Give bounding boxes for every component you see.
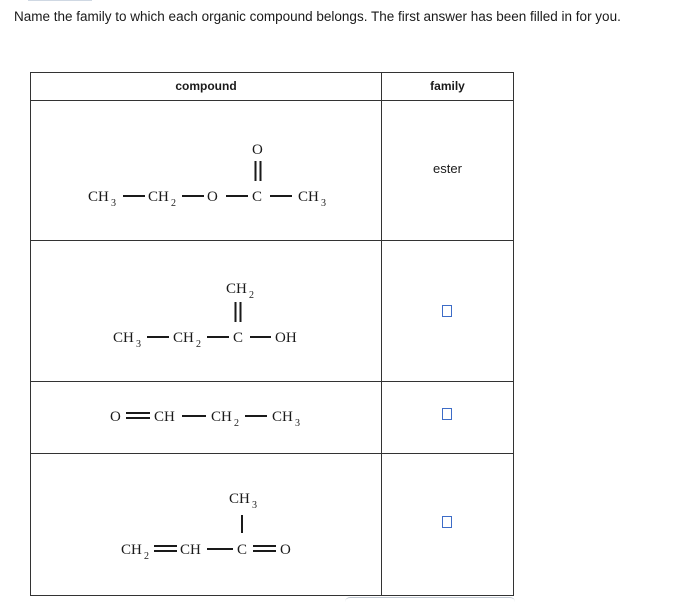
s2-ch3: CH	[113, 330, 134, 346]
s1-carbon: C	[252, 189, 263, 205]
scroll-indicator[interactable]	[345, 597, 515, 602]
s4-oxygen: O	[280, 542, 291, 558]
s1-oxygen-top: O	[252, 142, 263, 158]
s4-sub2: 2	[144, 551, 149, 562]
s1-ch3-right: CH	[298, 189, 319, 205]
s4-ch: CH	[180, 542, 201, 558]
family-header: family	[430, 79, 465, 93]
s3-ch2: CH	[211, 409, 232, 425]
s4-carbon: C	[237, 542, 248, 558]
s4-ch3-top: CH	[229, 491, 250, 507]
s3-ch3: CH	[272, 409, 293, 425]
s3-oxygen: O	[110, 409, 121, 425]
s4-sub3-top: 3	[252, 500, 257, 511]
s1-sub2: 2	[171, 198, 176, 209]
s1-ch2: CH	[148, 189, 169, 205]
s2-sub2-top: 2	[249, 290, 254, 301]
s1-sub3-left: 3	[111, 198, 116, 209]
s2-carbon: C	[233, 330, 244, 346]
s2-oh: OH	[275, 330, 297, 346]
s3-sub2: 2	[234, 418, 239, 429]
s2-sub2: 2	[196, 339, 201, 350]
instruction-text: Name the family to which each organic compound belongs. The first answer has been filled in for you.	[14, 9, 621, 24]
s2-sub3: 3	[136, 339, 141, 350]
s2-ch2-top: CH	[226, 281, 247, 297]
compound-header: compound	[175, 79, 237, 93]
s4-ch2: CH	[121, 542, 142, 558]
s3-ch: CH	[154, 409, 175, 425]
s2-ch2: CH	[173, 330, 194, 346]
family-answer-ester: ester	[433, 161, 462, 176]
s3-sub3: 3	[295, 418, 300, 429]
s1-sub3-right: 3	[321, 198, 326, 209]
s1-ch3-left: CH	[88, 189, 109, 205]
s1-ether-o: O	[207, 189, 218, 205]
